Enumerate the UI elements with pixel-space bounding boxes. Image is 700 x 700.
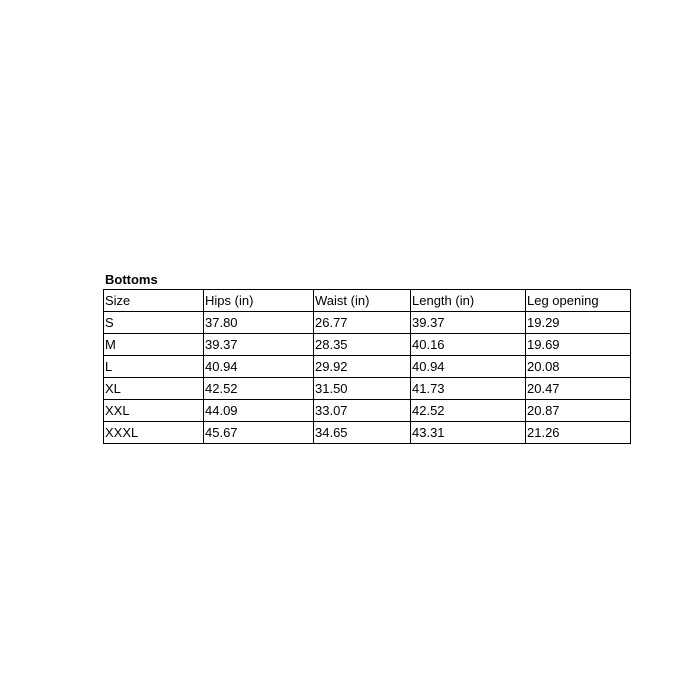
waist-cell: 26.77 xyxy=(314,312,411,334)
length-cell: 41.73 xyxy=(411,378,526,400)
leg-opening-cell: 20.47 xyxy=(526,378,631,400)
hips-cell: 45.67 xyxy=(204,422,314,444)
length-cell: 42.52 xyxy=(411,400,526,422)
size-cell: XXL xyxy=(104,400,204,422)
length-cell: 40.16 xyxy=(411,334,526,356)
length-cell: 43.31 xyxy=(411,422,526,444)
size-cell: M xyxy=(104,334,204,356)
length-cell: 39.37 xyxy=(411,312,526,334)
header-cell-length: Length (in) xyxy=(411,290,526,312)
table-row xyxy=(104,400,631,422)
leg-opening-cell: 20.87 xyxy=(526,400,631,422)
leg-opening-cell: 19.29 xyxy=(526,312,631,334)
table-row xyxy=(104,356,631,378)
header-cell-waist: Waist (in) xyxy=(314,290,411,312)
size-cell: XL xyxy=(104,378,204,400)
hips-cell: 39.37 xyxy=(204,334,314,356)
waist-cell: 34.65 xyxy=(314,422,411,444)
size-cell: S xyxy=(104,312,204,334)
leg-opening-cell: 21.26 xyxy=(526,422,631,444)
header-cell-leg-opening: Leg opening xyxy=(526,290,631,312)
table-row xyxy=(104,312,631,334)
hips-cell: 37.80 xyxy=(204,312,314,334)
table-row xyxy=(104,334,631,356)
waist-cell: 28.35 xyxy=(314,334,411,356)
waist-cell: 33.07 xyxy=(314,400,411,422)
size-cell: L xyxy=(104,356,204,378)
waist-cell: 31.50 xyxy=(314,378,411,400)
size-table xyxy=(103,289,631,444)
size-chart xyxy=(103,272,631,444)
hips-cell: 42.52 xyxy=(204,378,314,400)
header-cell-size: Size xyxy=(104,290,204,312)
header-row xyxy=(104,290,631,312)
length-cell: 40.94 xyxy=(411,356,526,378)
size-cell: XXXL xyxy=(104,422,204,444)
leg-opening-cell: 20.08 xyxy=(526,356,631,378)
table-title: Bottoms xyxy=(105,272,158,287)
waist-cell: 29.92 xyxy=(314,356,411,378)
table-row xyxy=(104,378,631,400)
hips-cell: 40.94 xyxy=(204,356,314,378)
hips-cell: 44.09 xyxy=(204,400,314,422)
leg-opening-cell: 19.69 xyxy=(526,334,631,356)
header-cell-hips: Hips (in) xyxy=(204,290,314,312)
table-row xyxy=(104,422,631,444)
